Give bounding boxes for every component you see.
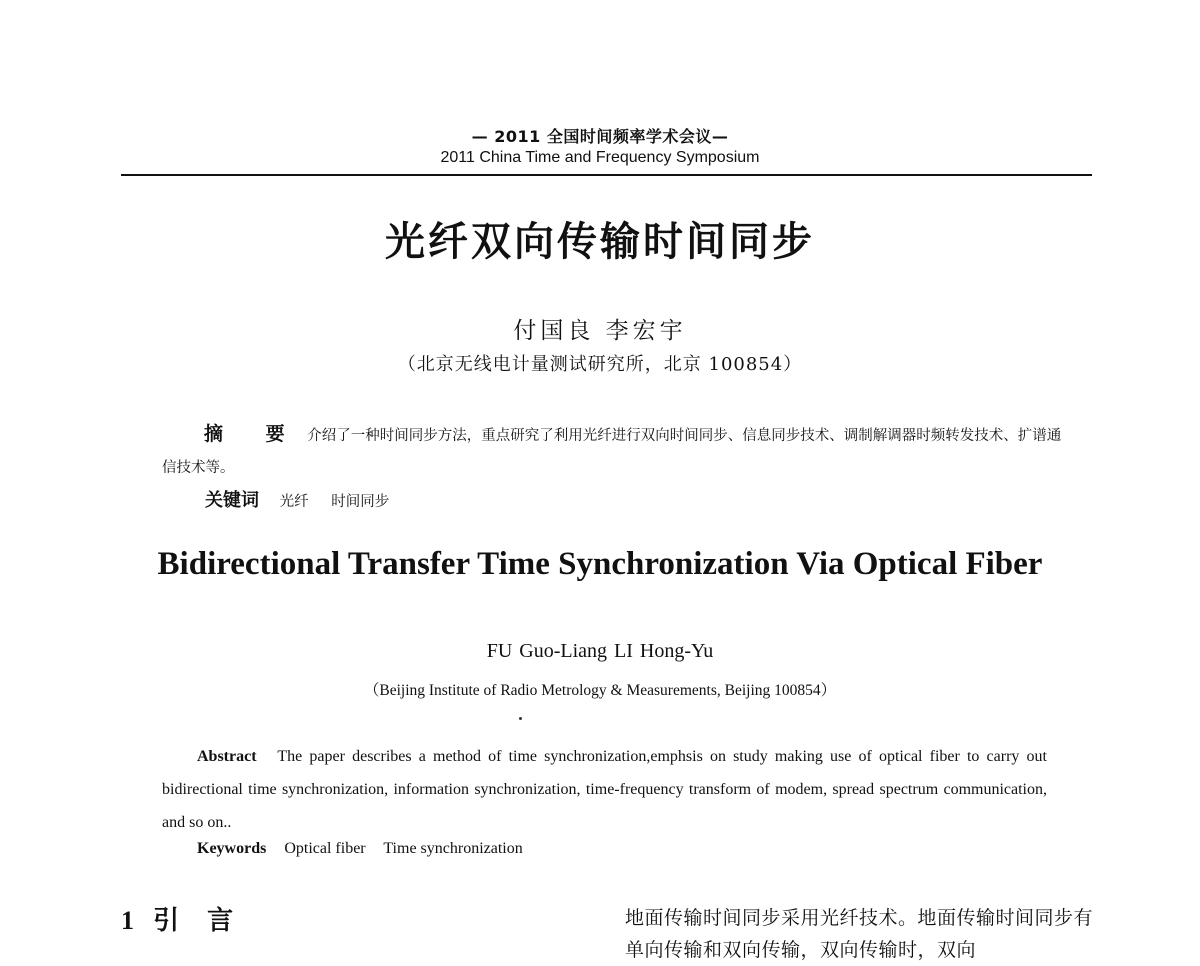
abstract-en-label: Abstract — [197, 748, 257, 765]
abstract-en-text: The paper describes a method of time synchronization,emphsis on study making use of optical fiber to carry out bidirectional time synchronization, information synchronization, time-frequency transform of modem, spread spectrum communication, and so on.. — [162, 748, 1048, 831]
section-number: 1 — [121, 906, 134, 935]
stray-dot — [519, 717, 522, 720]
keywords-cn-label: 关键词 — [205, 490, 259, 511]
conference-header-en: 2011 China Time and Frequency Symposium — [440, 149, 760, 166]
abstract-cn-text: 介绍了一种时间同步方法，重点研究了利用光纤进行双向时间同步、信息同步技术、调制解调器时频转发技术、扩谱通信技术等。 — [162, 428, 1062, 476]
affiliation-cn: （北京无线电计量测试研究所，北京 100854） — [397, 354, 803, 375]
keywords-cn — [205, 486, 407, 512]
keywords-en — [197, 840, 537, 858]
abstract-cn-label: 摘 要 — [204, 423, 303, 445]
keywords-en-label: Keywords — [197, 840, 267, 857]
keyword-cn: 时间同步 — [331, 494, 390, 510]
conference-header-cn: — 2011 全国时间频率学术会议— — [471, 127, 729, 146]
paper-title-cn: 光纤双向传输时间同步 — [385, 219, 815, 265]
authors-cn: 付国良 李宏宇 — [513, 318, 687, 344]
paper-title-en: Bidirectional Transfer Time Synchronization Via Optical Fiber — [157, 546, 1043, 582]
header-rule — [121, 174, 1092, 176]
section-heading-intro — [121, 900, 261, 937]
affiliation-en: （Beijing Institute of Radio Metrology & Measurements, Beijing 100854） — [363, 682, 837, 699]
keyword-en: Time synchronization — [383, 840, 523, 857]
authors-en: FU Guo-Liang LI Hong-Yu — [486, 640, 714, 662]
section-title: 引言 — [153, 906, 262, 936]
keyword-en: Optical fiber — [284, 840, 366, 857]
abstract-en — [162, 740, 1047, 839]
keyword-cn: 光纤 — [279, 494, 309, 510]
body-text-right-column: 地面传输时间同步采用光纤技术。地面传输时间同步有单向传输和双向传输，双向传输时，双向 — [625, 907, 1094, 961]
abstract-cn — [162, 418, 1062, 484]
